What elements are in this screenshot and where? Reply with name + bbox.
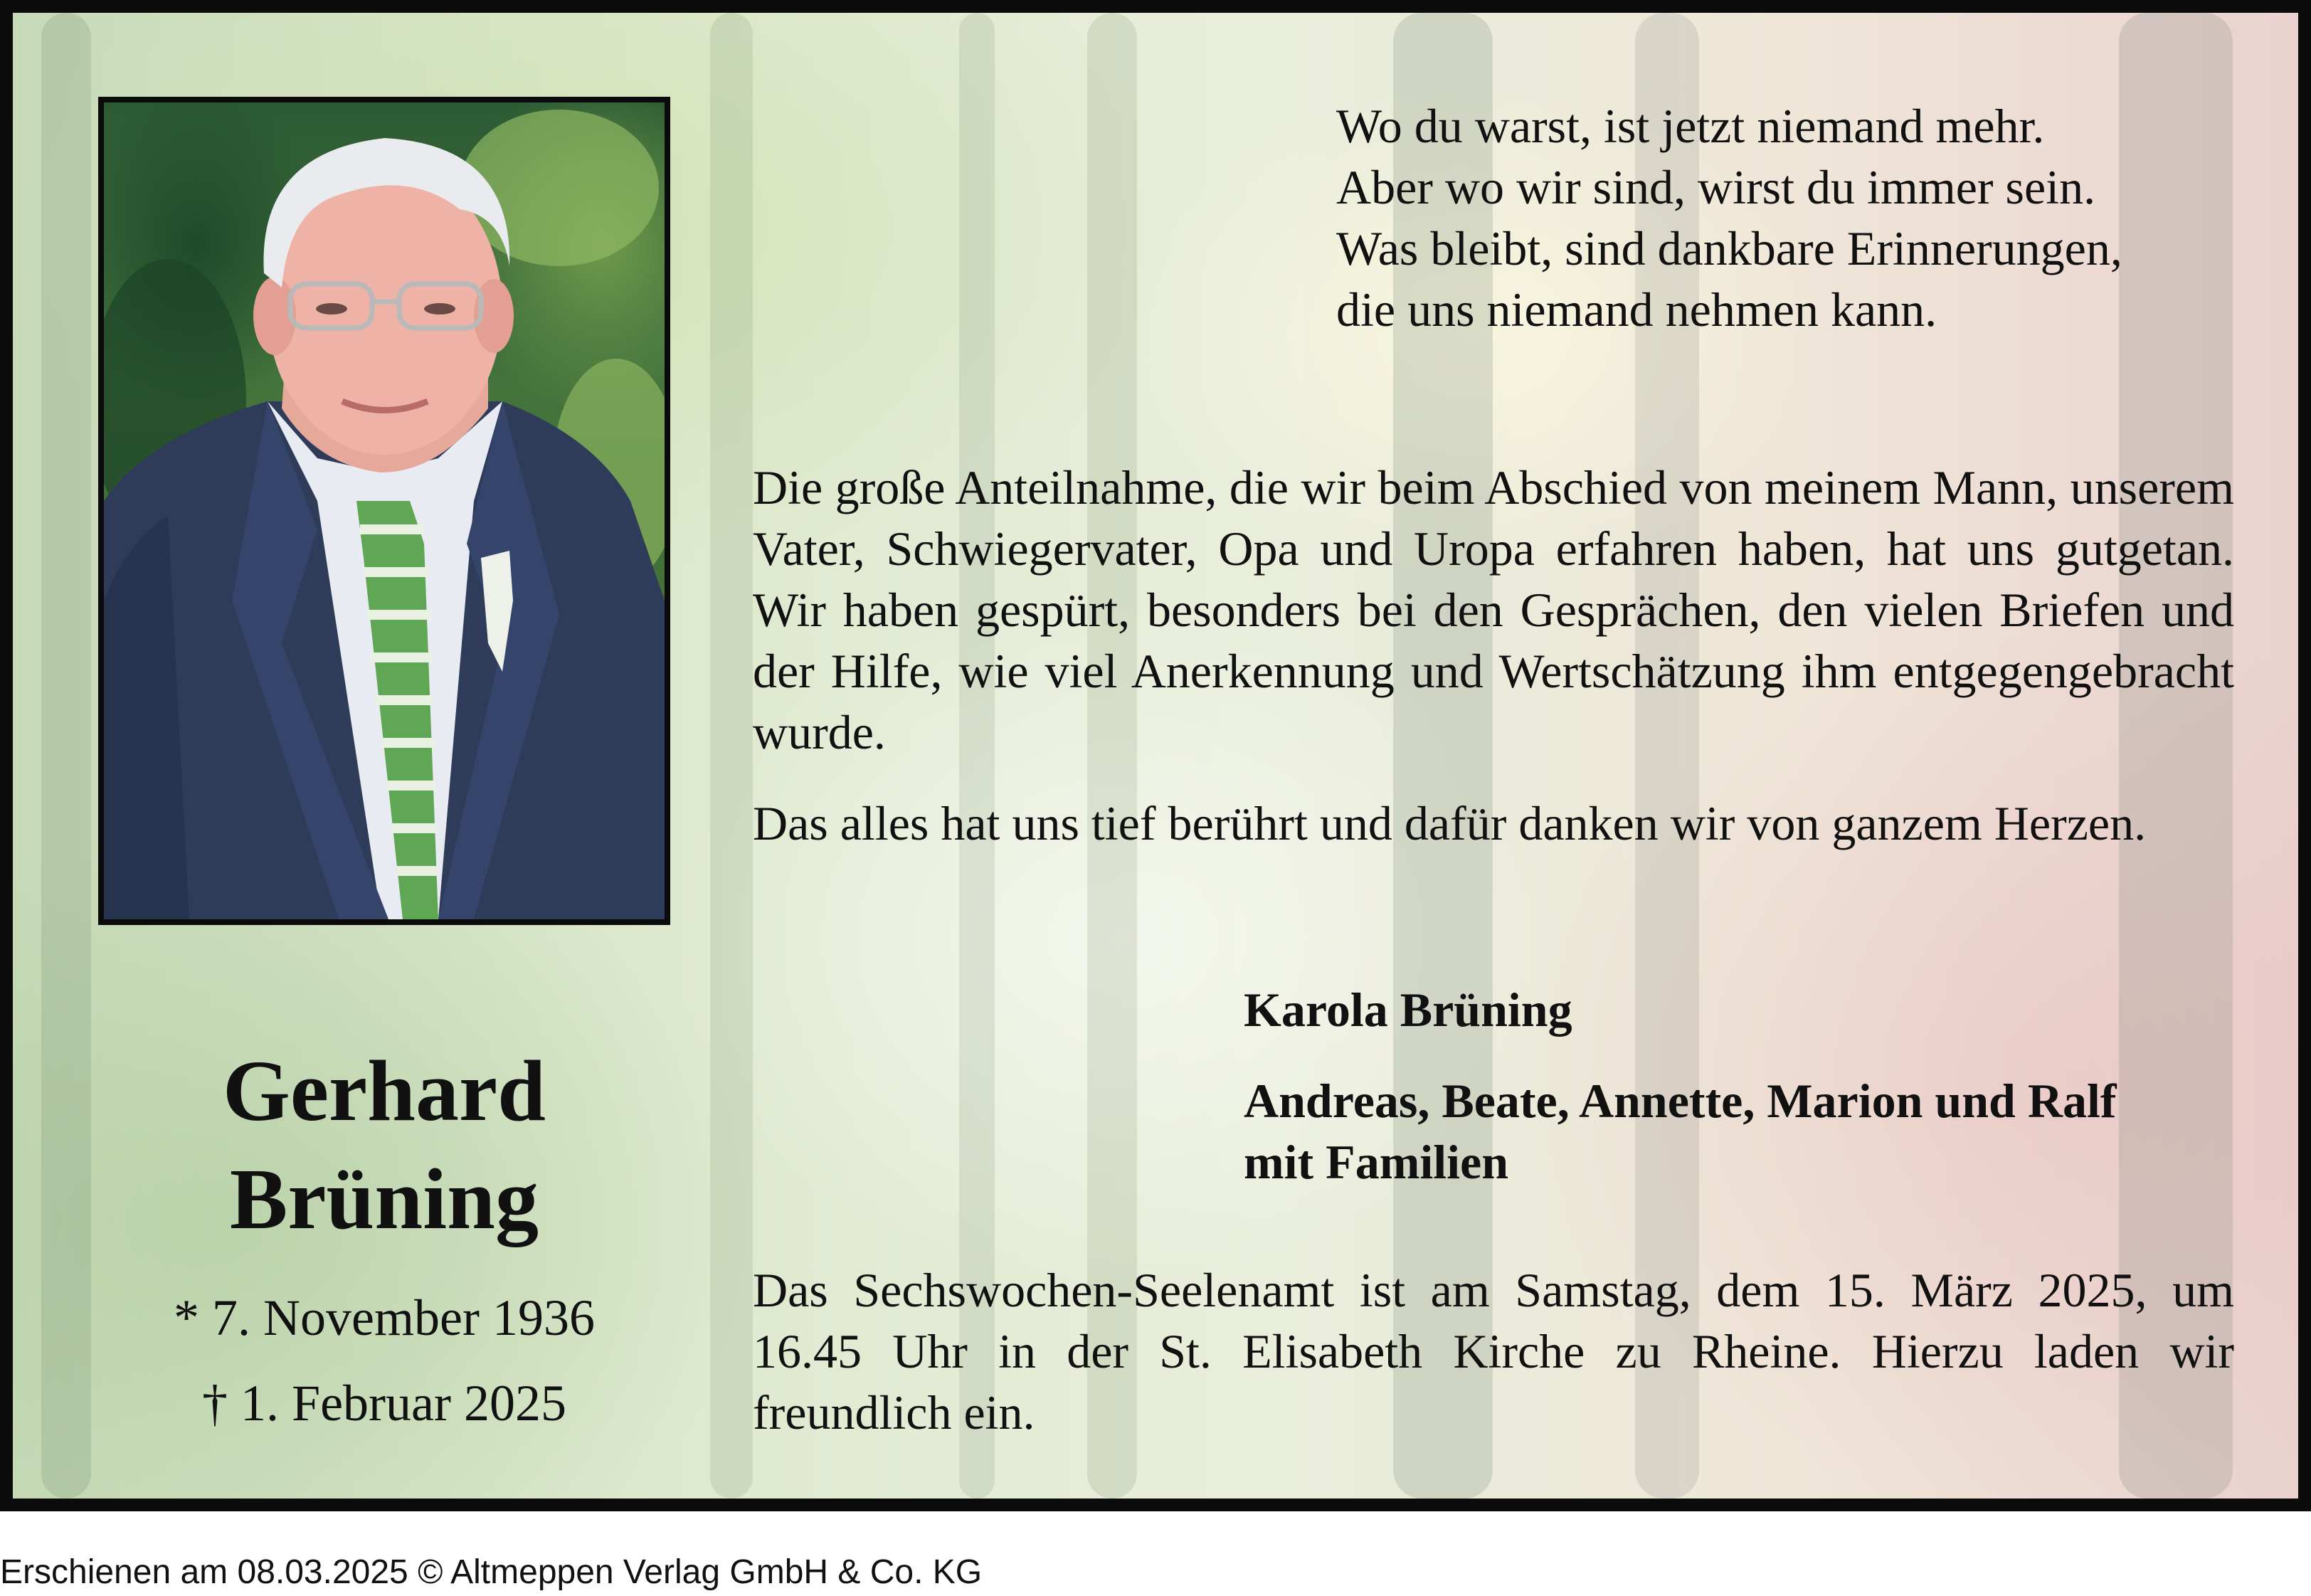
children-line: Andreas, Beate, Annette, Marion und Ralf: [1244, 1074, 2117, 1128]
portrait-illustration: [104, 102, 665, 919]
publication-footer: Erschienen am 08.03.2025 © Altmeppen Verlag GmbH & Co. KG: [0, 1553, 983, 1591]
last-name: Brüning: [230, 1151, 539, 1247]
deceased-name: [98, 1037, 670, 1254]
gratitude-paragraph: Das alles hat uns tief berührt und dafür danken wir von ganzem Herzen.: [753, 796, 2147, 850]
quote-block: [1336, 95, 2122, 340]
quote-line: Aber wo wir sind, wirst du immer sein.: [1336, 160, 2096, 214]
first-name: Gerhard: [222, 1043, 546, 1139]
forest-background: [13, 13, 2298, 1499]
portrait-photo: [104, 102, 665, 919]
children-line: mit Familien: [1244, 1135, 1509, 1189]
life-dates: [98, 1284, 670, 1437]
tree-trunk: [710, 13, 753, 1499]
quote-line: die uns niemand nehmen kann.: [1336, 282, 1937, 337]
quote-line: Wo du warst, ist jetzt niemand mehr.: [1336, 99, 2045, 153]
quote-line: Was bleibt, sind dankbare Erinnerungen,: [1336, 221, 2122, 275]
spouse-name: Karola Brüning: [1244, 983, 1572, 1037]
tree-trunk: [41, 13, 91, 1499]
service-announcement: Das Sechswochen-Seelenamt ist am Samstag, dem 15. März 2025, um 16.45 Uhr in der St. Elisabeth Kirche zu Rheine. Hierzu laden wir freundlich ein.: [753, 1263, 2234, 1439]
thanks-paragraph: Die große Anteilnahme, die wir beim Abschied von meinem Mann, unserem Vater, Schwiegervater, Opa und Uropa erfahren haben, hat uns gutgetan. Wir haben gespürt, besonders bei den Gesprächen, den vielen Briefen und der Hilfe, wie viel Anerkennung und Wertschätzung ihm entgegengebracht wurde.: [753, 460, 2234, 759]
birth-date: * 7. November 1936: [174, 1289, 595, 1346]
portrait-frame: [98, 97, 670, 925]
death-date: † 1. Februar 2025: [202, 1375, 566, 1432]
children-names: [1244, 1070, 2117, 1193]
